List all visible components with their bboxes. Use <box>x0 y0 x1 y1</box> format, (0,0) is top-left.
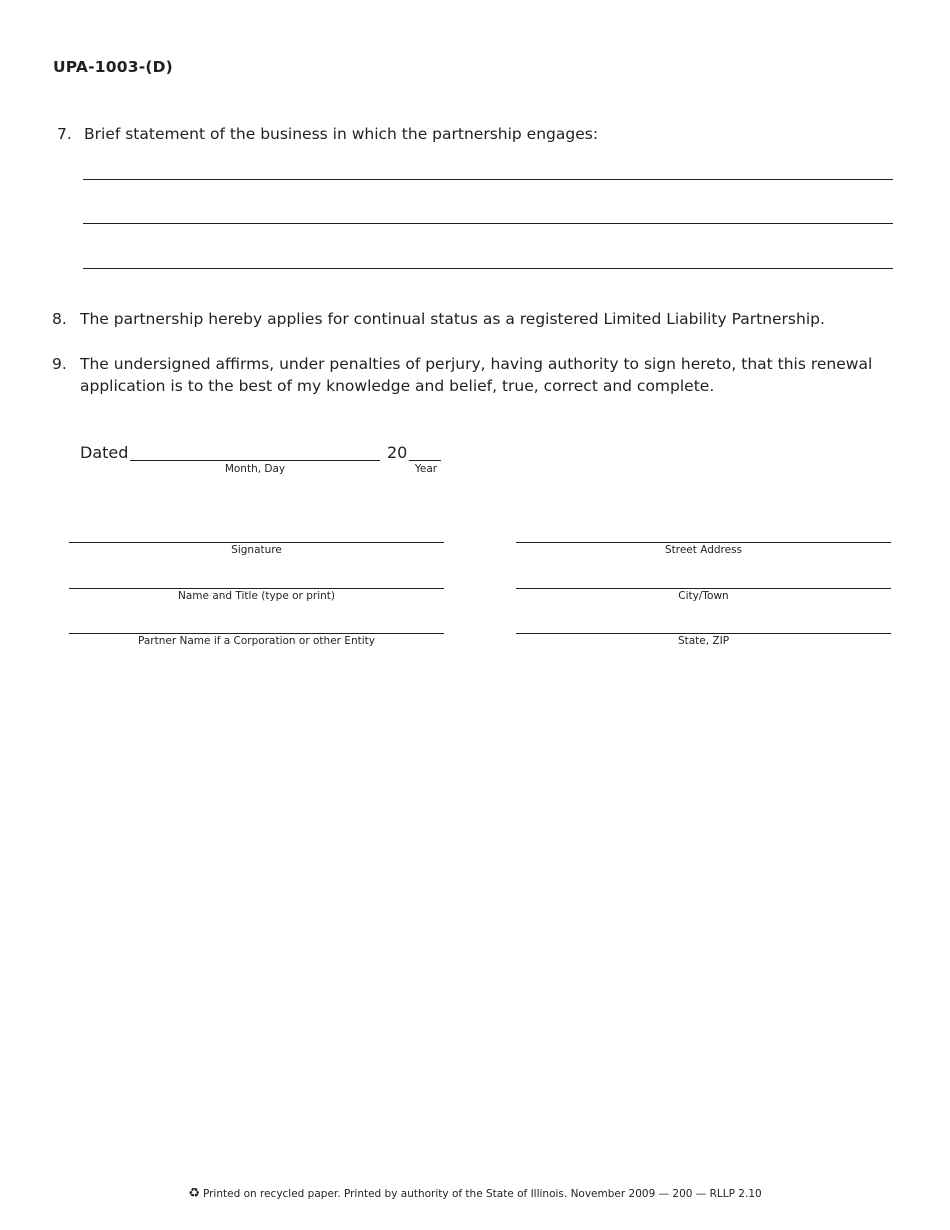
signature-caption: Signature <box>231 544 282 556</box>
month-day-caption: Month, Day <box>224 463 286 475</box>
partner-name-field[interactable] <box>69 633 444 634</box>
footer <box>0 1186 950 1201</box>
footer-text: Printed on recycled paper. Printed by authority of the State of Illinois. November 2009 — 200 — RLLP 2.10 <box>202 1188 762 1200</box>
business-statement-line-1[interactable] <box>83 179 893 180</box>
item-9-text-line-1: The undersigned affirms, under penalties of perjury, having authority to sign hereto, that this renewal <box>80 355 873 373</box>
item-9-number: 9. <box>52 355 67 373</box>
business-statement-line-3[interactable] <box>83 268 893 269</box>
state-zip-field[interactable] <box>516 633 891 634</box>
year-caption: Year <box>414 463 438 475</box>
item-9-text-line-2: application is to the best of my knowledge and belief, true, correct and complete. <box>80 377 715 395</box>
item-8-number: 8. <box>52 310 67 328</box>
city-town-field[interactable] <box>516 588 891 589</box>
dated-label: Dated <box>80 443 129 462</box>
recycle-icon: ♻ <box>188 1186 200 1201</box>
year-prefix: 20 <box>387 443 408 462</box>
year-field[interactable] <box>409 460 441 461</box>
state-zip-caption: State, ZIP <box>677 635 730 647</box>
month-day-field[interactable] <box>130 460 380 461</box>
name-title-caption: Name and Title (type or print) <box>178 590 335 602</box>
item-8-text: The partnership hereby applies for continual status as a registered Limited Liability Partnership. <box>80 310 825 328</box>
partner-name-caption: Partner Name if a Corporation or other Entity <box>138 635 375 647</box>
name-title-field[interactable] <box>69 588 444 589</box>
item-7-text: Brief statement of the business in which the partnership engages: <box>84 125 599 143</box>
street-address-field[interactable] <box>516 542 891 543</box>
item-7-number: 7. <box>57 125 72 143</box>
street-address-caption: Street Address <box>664 544 743 556</box>
business-statement-line-2[interactable] <box>83 223 893 224</box>
form-id: UPA-1003-(D) <box>53 58 173 76</box>
signature-field[interactable] <box>69 542 444 543</box>
city-town-caption: City/Town <box>678 590 729 602</box>
